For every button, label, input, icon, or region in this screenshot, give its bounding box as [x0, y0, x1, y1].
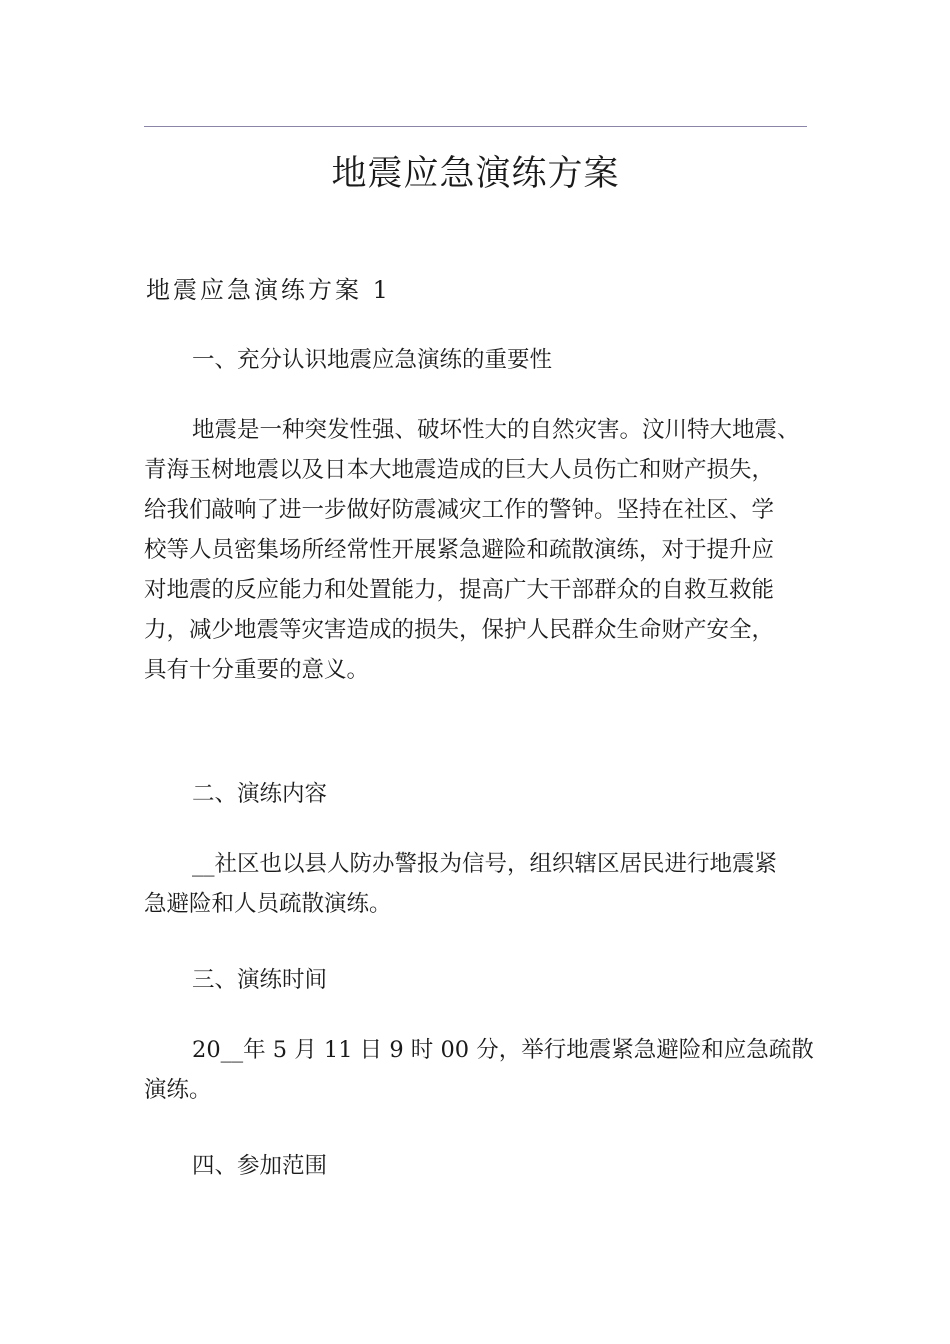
- paragraph-line: 急避险和人员疏散演练。: [144, 891, 392, 917]
- paragraph-line: 具有十分重要的意义。: [144, 657, 370, 683]
- document-title: 地震应急演练方案: [331, 154, 620, 194]
- heading-scope: 四、参加范围: [192, 1153, 328, 1179]
- paragraph-importance: [144, 410, 808, 690]
- paragraph-line: 校等人员密集场所经常性开展紧急避险和疏散演练，对于提升应: [144, 537, 775, 563]
- paragraph-line: 给我们敲响了进一步做好防震减灾工作的警钟。坚持在社区、学: [144, 497, 775, 523]
- paragraph-line: 20__年 5 月 11 日 9 时 00 分，举行地震紧急避险和应急疏散: [192, 1037, 814, 1063]
- section-title: 地震应急演练方案 1: [146, 276, 391, 304]
- paragraph-line: 演练。: [144, 1077, 212, 1103]
- heading-content: 二、演练内容: [192, 781, 328, 807]
- paragraph-time: [144, 1030, 814, 1110]
- paragraph-line: 力，减少地震等灾害造成的损失，保护人民群众生命财产安全，: [144, 617, 775, 643]
- heading-time: 三、演练时间: [192, 967, 328, 993]
- paragraph-line: 对地震的反应能力和处置能力，提高广大干部群众的自救互救能: [144, 577, 775, 603]
- paragraph-line: 地震是一种突发性强、破坏性大的自然灾害。汶川特大地震、: [192, 417, 800, 443]
- header-divider: [144, 126, 807, 127]
- paragraph-content: [144, 844, 808, 924]
- paragraph-line: __社区也以县人防办警报为信号，组织辖区居民进行地震紧: [192, 851, 778, 877]
- heading-importance: 一、充分认识地震应急演练的重要性: [192, 347, 553, 373]
- paragraph-line: 青海玉树地震以及日本大地震造成的巨大人员伤亡和财产损失，: [144, 457, 775, 483]
